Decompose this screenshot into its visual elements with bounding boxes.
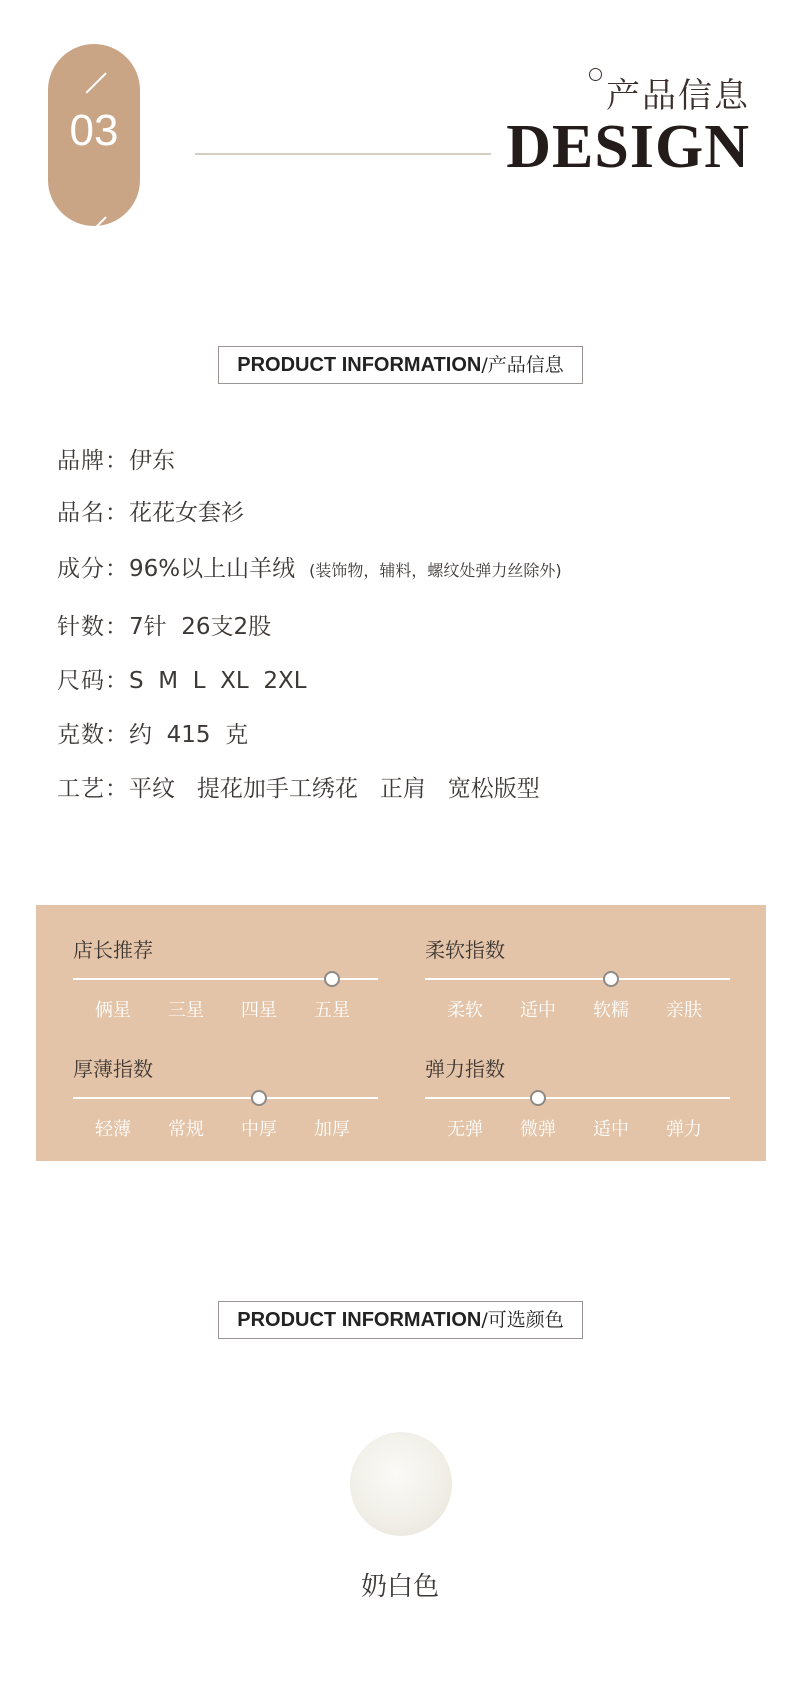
info-row-brand <box>57 442 175 475</box>
section-title-cn: /可选颜色 <box>481 1309 564 1331</box>
section-number: 03 <box>69 106 119 155</box>
rating-title: 弹力指数 <box>425 1057 505 1081</box>
section-title-cn: /产品信息 <box>481 354 564 376</box>
rating-option: 适中 <box>520 1000 556 1021</box>
info-row-product-name <box>57 494 244 527</box>
info-value: 约 415 克 <box>129 722 249 748</box>
rating-title: 柔软指数 <box>425 938 505 962</box>
info-label: 工艺： <box>57 776 129 802</box>
slash-decoration-bottom <box>86 216 107 237</box>
rating-knob <box>603 971 619 987</box>
info-label: 针数： <box>57 614 129 640</box>
rating-track <box>425 978 730 980</box>
info-value: 花花女套衫 <box>129 500 244 526</box>
section-title-product-info <box>218 346 583 384</box>
rating-option: 加厚 <box>314 1119 350 1140</box>
rating-option: 微弹 <box>520 1119 556 1140</box>
info-value: 伊东 <box>129 448 175 474</box>
rating-panel <box>36 905 766 1161</box>
info-row-sizes <box>57 662 307 695</box>
info-label: 成分： <box>57 556 129 582</box>
info-value: 7针 26支2股 <box>129 614 272 640</box>
rating-option: 常规 <box>168 1119 204 1140</box>
rating-title: 店长推荐 <box>73 938 153 962</box>
info-row-craft <box>57 770 540 803</box>
rating-option: 弹力 <box>666 1119 702 1140</box>
rating-knob <box>530 1090 546 1106</box>
info-label: 尺码： <box>57 668 129 694</box>
color-label: 奶白色 <box>360 1572 439 1602</box>
info-value: 96%以上山羊绒 <box>129 556 296 582</box>
rating-option: 适中 <box>593 1119 629 1140</box>
rating-option: 软糯 <box>593 1000 629 1021</box>
circle-dot-icon <box>589 68 602 81</box>
section-title-en: PRODUCT INFORMATION <box>237 354 482 376</box>
color-swatch-milk-white[interactable] <box>350 1432 452 1536</box>
rating-option: 中厚 <box>241 1119 277 1140</box>
rating-option: 柔软 <box>447 1000 483 1021</box>
header-divider <box>195 153 491 155</box>
rating-option: 五星 <box>314 1000 350 1021</box>
rating-track <box>425 1097 730 1099</box>
info-value: S M L XL 2XL <box>129 668 307 694</box>
info-row-weight <box>57 716 248 749</box>
info-label: 克数： <box>57 722 129 748</box>
rating-title: 厚薄指数 <box>73 1057 153 1081</box>
info-label: 品名： <box>57 500 129 526</box>
section-number-badge <box>48 44 140 226</box>
section-title-en: PRODUCT INFORMATION <box>237 1309 482 1331</box>
section-title-colors <box>218 1301 583 1339</box>
rating-track <box>73 1097 378 1099</box>
header-title-cn: 产品信息 <box>606 76 750 116</box>
rating-knob <box>324 971 340 987</box>
rating-knob <box>251 1090 267 1106</box>
rating-option: 俩星 <box>95 1000 131 1021</box>
info-label: 品牌： <box>57 448 129 474</box>
slash-decoration-top <box>86 72 107 93</box>
rating-option: 轻薄 <box>95 1119 131 1140</box>
info-value: 平纹 提花加手工绣花 正肩 宽松版型 <box>129 776 540 802</box>
info-note: (装饰物，辅料，螺纹处弹力丝除外) <box>309 561 562 580</box>
rating-option: 无弹 <box>447 1119 483 1140</box>
rating-option: 四星 <box>241 1000 277 1021</box>
rating-option: 三星 <box>168 1000 204 1021</box>
info-row-gauge <box>57 608 271 641</box>
rating-option: 亲肤 <box>666 1000 702 1021</box>
info-row-composition <box>57 550 562 583</box>
header-title-en: DESIGN <box>506 113 750 181</box>
